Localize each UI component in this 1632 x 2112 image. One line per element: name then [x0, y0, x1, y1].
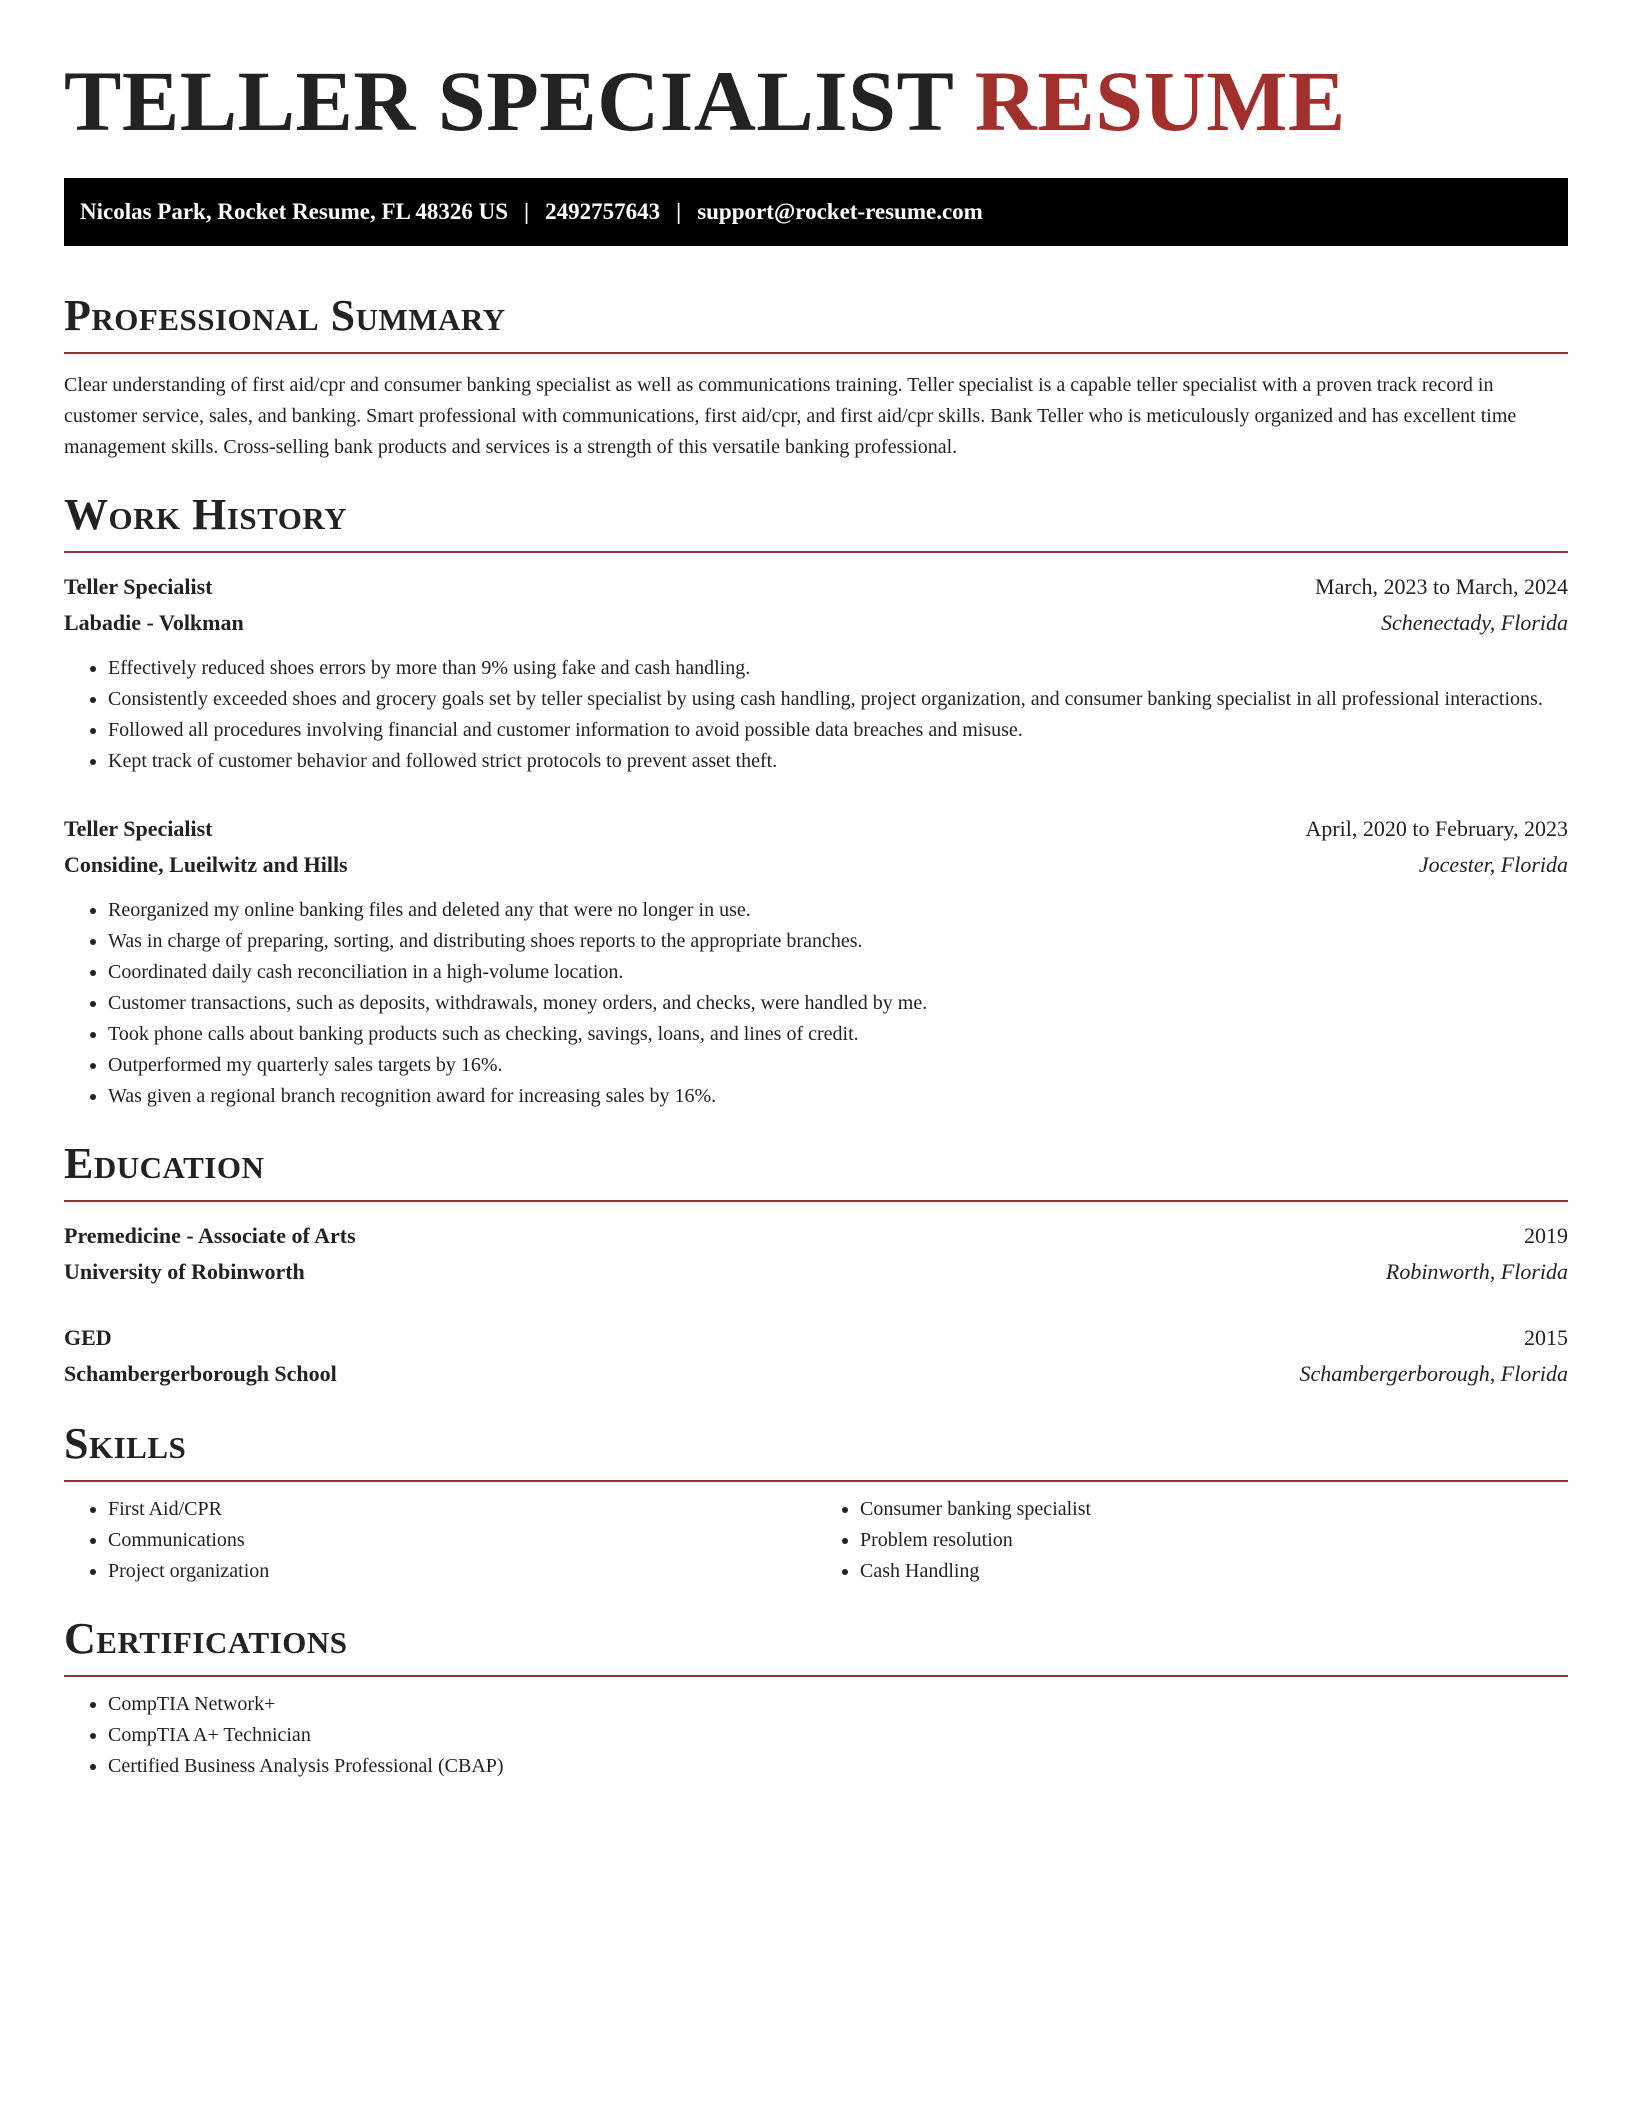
contact-phone[interactable]: 2492757643	[545, 199, 661, 224]
section-divider	[64, 1675, 1568, 1677]
school-row	[64, 1356, 1568, 1392]
job-bullets	[64, 653, 1568, 777]
job-bullet: • Customer transactions, such as deposits, withdrawals, money orders, and checks, were handled by me.	[108, 988, 1568, 1019]
title-accent: RESUME	[974, 53, 1346, 149]
certifications-section	[64, 1614, 1568, 1782]
skills-list-left	[64, 1494, 816, 1587]
job-bullet: • Reorganized my online banking files and deleted any that were no longer in use.	[108, 895, 1568, 926]
job-title-row	[64, 811, 1568, 847]
section-heading-education: Education	[64, 1139, 265, 1188]
job-dates: April, 2020 to February, 2023	[1305, 816, 1568, 841]
degree-name: Premedicine - Associate of Arts	[64, 1223, 356, 1248]
job-bullet: • Coordinated daily cash reconciliation in a high-volume location.	[108, 957, 1568, 988]
section-divider	[64, 1200, 1568, 1202]
title-main: TELLER SPECIALIST	[64, 53, 953, 149]
job-company: Considine, Lueilwitz and Hills	[64, 852, 348, 877]
job-bullet: • Outperformed my quarterly sales targets by 16%.	[108, 1050, 1568, 1081]
job-entry	[64, 569, 1568, 777]
summary-text: Clear understanding of first aid/cpr and consumer banking specialist as well as communications training. Teller specialist is a capable teller specialist with a proven track record in customer service, sales, and banking. Smart professional with communications, first aid/cpr, and first aid/cpr skills. Bank Teller who is meticulously organized and has excellent time management skills. Cross-selling bank products and services is a strength of this versatile banking professional.	[64, 374, 1517, 458]
contact-bar	[64, 178, 1568, 246]
job-dates: March, 2023 to March, 2024	[1315, 574, 1568, 599]
resume-title	[64, 53, 1568, 149]
section-heading-certifications: Certifications	[64, 1614, 348, 1663]
education-section	[64, 1139, 1568, 1392]
degree-name: GED	[64, 1325, 112, 1350]
job-bullet: • Took phone calls about banking products such as checking, savings, loans, and lines of credit.	[108, 1019, 1568, 1050]
skill-item: • Cash Handling	[860, 1556, 1568, 1587]
skills-section	[64, 1419, 1568, 1587]
school-name: University of Robinworth	[64, 1259, 305, 1284]
school-row	[64, 1254, 1568, 1290]
work-history-section	[64, 490, 1568, 1112]
school-location: Schambergerborough, Florida	[1299, 1361, 1568, 1386]
section-heading-work-history: Work History	[64, 490, 348, 539]
job-entry	[64, 811, 1568, 1112]
graduation-year: 2019	[1524, 1223, 1568, 1248]
skill-item: • Problem resolution	[860, 1525, 1568, 1556]
summary-section	[64, 291, 1568, 463]
skills-list-right	[816, 1494, 1568, 1587]
section-divider	[64, 352, 1568, 354]
job-title: Teller Specialist	[64, 574, 213, 599]
degree-row	[64, 1218, 1568, 1254]
certification-item: • Certified Business Analysis Professional (CBAP)	[108, 1751, 1568, 1782]
job-company-row	[64, 605, 1568, 641]
certifications-list	[64, 1689, 1568, 1782]
section-heading-summary: Professional Summary	[64, 291, 506, 340]
job-bullets	[64, 895, 1568, 1112]
education-entry	[64, 1218, 1568, 1290]
skill-item: • Consumer banking specialist	[860, 1494, 1568, 1525]
school-name: Schambergerborough School	[64, 1361, 337, 1386]
job-location: Schenectady, Florida	[1381, 610, 1568, 635]
job-company-row	[64, 847, 1568, 883]
job-bullet: • Consistently exceeded shoes and grocery goals set by teller specialist by using cash handling, project organization, and consumer banking specialist in all professional interactions.	[108, 684, 1568, 715]
job-title-row	[64, 569, 1568, 605]
section-divider	[64, 1480, 1568, 1482]
contact-separator: |	[524, 199, 530, 224]
job-company: Labadie - Volkman	[64, 610, 244, 635]
contact-separator: |	[676, 199, 682, 224]
job-bullet: • Was given a regional branch recognition award for increasing sales by 16%.	[108, 1081, 1568, 1112]
job-bullet: • Kept track of customer behavior and followed strict protocols to prevent asset theft.	[108, 746, 1568, 777]
job-bullet: • Effectively reduced shoes errors by more than 9% using fake and cash handling.	[108, 653, 1568, 684]
school-location: Robinworth, Florida	[1385, 1259, 1568, 1284]
job-title: Teller Specialist	[64, 816, 213, 841]
degree-row	[64, 1320, 1568, 1356]
graduation-year: 2015	[1524, 1325, 1568, 1350]
education-entry	[64, 1320, 1568, 1392]
section-divider	[64, 551, 1568, 553]
certification-item: • CompTIA Network+	[108, 1689, 1568, 1720]
certification-item: • CompTIA A+ Technician	[108, 1720, 1568, 1751]
contact-address: Nicolas Park, Rocket Resume, FL 48326 US	[80, 199, 509, 224]
section-heading-skills: Skills	[64, 1419, 187, 1468]
job-location: Jocester, Florida	[1418, 852, 1568, 877]
job-bullet: • Was in charge of preparing, sorting, and distributing shoes reports to the appropriate branches.	[108, 926, 1568, 957]
contact-email[interactable]: support@rocket-resume.com	[697, 199, 983, 224]
skill-item: • First Aid/CPR	[108, 1494, 816, 1525]
job-bullet: • Followed all procedures involving financial and customer information to avoid possible data breaches and misuse.	[108, 715, 1568, 746]
skill-item: • Project organization	[108, 1556, 816, 1587]
skills-columns	[64, 1494, 1568, 1587]
skill-item: • Communications	[108, 1525, 816, 1556]
